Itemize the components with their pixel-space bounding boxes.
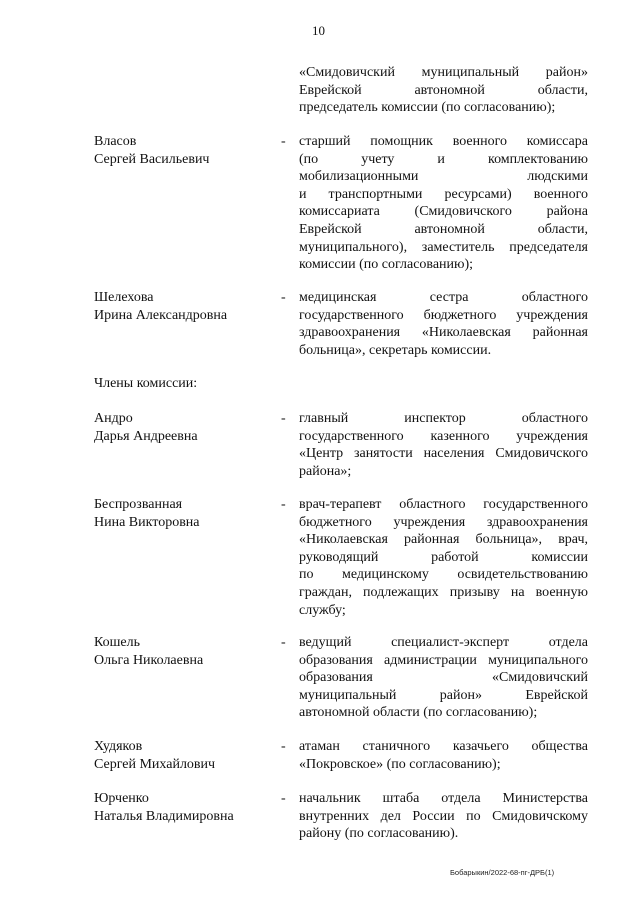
- description-line: государственного казенного учреждения: [299, 428, 588, 444]
- description-line: начальник штаба отдела Министерства: [299, 791, 588, 806]
- description-line: врач-терапевт областного государственного: [299, 497, 588, 512]
- page-number: 10: [312, 23, 325, 38]
- person-name: [94, 133, 274, 168]
- description-line: атаман станичного казачьего общества: [299, 739, 588, 754]
- person-name: [94, 410, 274, 445]
- surname: Юрченко: [94, 791, 149, 806]
- description-line: главный инспектор областного: [299, 411, 588, 426]
- surname: Андро: [94, 411, 133, 426]
- separator-dash: -: [281, 739, 286, 754]
- description-line: Еврейской автономной области,: [299, 82, 588, 98]
- description-line: Еврейской автономной области,: [299, 221, 588, 237]
- description-line: муниципальный район» Еврейской: [299, 687, 588, 703]
- description-line: комиссариата (Смидовичского района: [299, 204, 588, 220]
- separator-dash: -: [281, 791, 286, 806]
- position-description: [299, 634, 588, 722]
- position-description: [299, 738, 588, 773]
- given-names: Ирина Александровна: [94, 307, 228, 323]
- description-line: автономной области (по согласованию);: [299, 705, 538, 721]
- surname: Беспрозванная: [94, 497, 183, 512]
- surname: Шелехова: [94, 290, 154, 305]
- description-line: муниципального), заместитель председателя: [299, 239, 588, 255]
- description-line: государственного бюджетного учреждения: [299, 307, 588, 323]
- description-line: «Покровское» (по согласованию);: [299, 756, 501, 772]
- surname: Худяков: [94, 739, 143, 754]
- given-names: Ольга Николаевна: [94, 652, 204, 668]
- separator-dash: -: [281, 497, 286, 512]
- description-line: комиссии (по согласованию);: [299, 257, 474, 273]
- description-line: «Центр занятости населения Смидовичского: [299, 446, 588, 462]
- description-line: «Смидовичский муниципальный район»: [299, 65, 588, 80]
- description-line: здравоохранения «Николаевская районная: [299, 325, 588, 341]
- separator-dash: -: [281, 290, 286, 305]
- separator-dash: -: [281, 635, 286, 650]
- description-line: мобилизационными людскими: [299, 169, 588, 185]
- person-name: [94, 289, 274, 324]
- description-line: образования администрации муниципального: [299, 652, 588, 668]
- description-line: «Николаевская районная больница», врач,: [299, 532, 588, 548]
- given-names: Сергей Михайлович: [94, 756, 216, 772]
- position-description: [299, 496, 588, 619]
- separator-dash: -: [281, 134, 286, 149]
- description-line: району (по согласованию).: [299, 826, 459, 842]
- person-name: [94, 738, 274, 773]
- description-line: руководящий работой комиссии: [299, 549, 588, 565]
- person-name: [94, 634, 274, 669]
- person-name: [94, 496, 274, 531]
- surname: Власов: [94, 134, 137, 149]
- description-line: ведущий специалист-эксперт отдела: [299, 635, 588, 650]
- description-line: (по учету и комплектованию: [299, 151, 588, 167]
- document-footer-code: Бобарыкин/2022-68-пг-ДРБ(1): [450, 868, 555, 877]
- description-line: больница», секретарь комиссии.: [299, 342, 492, 358]
- position-description: [299, 790, 588, 843]
- continuation-description: [299, 64, 588, 117]
- position-description: [299, 133, 588, 274]
- members-heading: Члены комиссии:: [94, 376, 198, 391]
- given-names: Нина Викторовна: [94, 514, 200, 530]
- separator-dash: -: [281, 411, 286, 426]
- description-line: председатель комиссии (по согласованию);: [299, 100, 556, 116]
- description-line: и транспортными ресурсами) военного: [299, 186, 588, 202]
- surname: Кошель: [94, 635, 141, 650]
- description-line: бюджетного учреждения здравоохранения: [299, 514, 588, 530]
- description-line: старший помощник военного комиссара: [299, 134, 588, 149]
- position-description: [299, 289, 588, 359]
- given-names: Наталья Владимировна: [94, 808, 234, 824]
- position-description: [299, 410, 588, 480]
- person-name: [94, 790, 274, 825]
- description-line: по медицинскому освидетельствованию: [299, 567, 588, 583]
- description-line: медицинская сестра областного: [299, 290, 588, 305]
- given-names: Сергей Васильевич: [94, 151, 210, 167]
- description-line: образования «Смидовичский: [299, 670, 588, 686]
- description-line: граждан, подлежащих призыву на военную: [299, 584, 588, 600]
- description-line: службу;: [299, 602, 346, 618]
- description-line: района»;: [299, 463, 352, 479]
- given-names: Дарья Андреевна: [94, 428, 198, 444]
- description-line: внутренних дел России по Смидовичскому: [299, 808, 588, 824]
